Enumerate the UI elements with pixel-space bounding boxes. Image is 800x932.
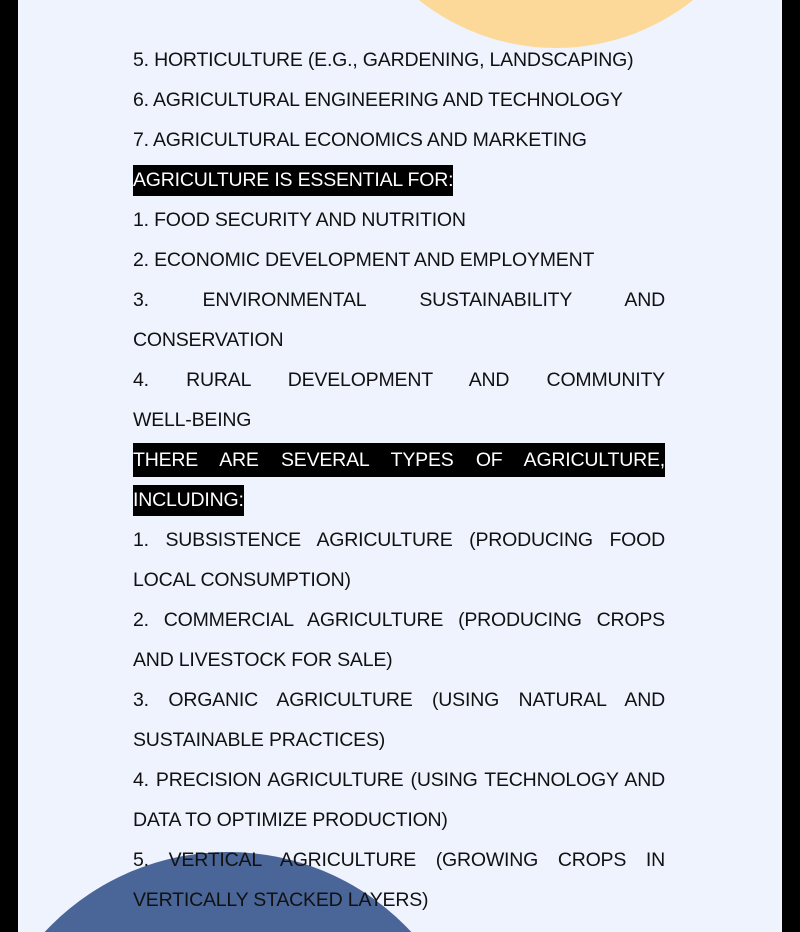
list-item-continuation: WELL-BEING [133, 409, 252, 431]
list-item: 2. COMMERCIAL AGRICULTURE (PRODUCING CROPS [133, 609, 665, 631]
section-heading: THERE ARE SEVERAL TYPES OF AGRICULTURE, [133, 443, 665, 477]
list-item-continuation: LOCAL CONSUMPTION) [133, 569, 351, 591]
list-item: 2. ECONOMIC DEVELOPMENT AND EMPLOYMENT [133, 249, 595, 271]
document-page [18, 0, 782, 932]
list-item-continuation: VERTICALLY STACKED LAYERS) [133, 889, 429, 911]
list-item: 7. AGRICULTURAL ECONOMICS AND MARKETING [133, 129, 587, 151]
list-item-continuation: SUSTAINABLE PRACTICES) [133, 729, 386, 751]
highlighted-text: INCLUDING: [133, 485, 244, 516]
section-heading [133, 160, 665, 200]
section-heading-continuation [133, 480, 665, 520]
list-item: 3. ORGANIC AGRICULTURE (USING NATURAL AND [133, 689, 665, 711]
list-item: 5. VERTICAL AGRICULTURE (GROWING CROPS IN [133, 849, 665, 871]
list-item-continuation: AND LIVESTOCK FOR SALE) [133, 649, 393, 671]
list-item: 6. AGRICULTURAL ENGINEERING AND TECHNOLOGY [133, 89, 623, 111]
list-item: 4. PRECISION AGRICULTURE (USING TECHNOLOGY AND [133, 769, 665, 791]
list-item: 1. FOOD SECURITY AND NUTRITION [133, 209, 466, 231]
highlighted-text: AGRICULTURE IS ESSENTIAL FOR: [133, 165, 453, 196]
list-item-continuation: DATA TO OPTIMIZE PRODUCTION) [133, 809, 448, 831]
list-item: 5. HORTICULTURE (E.G., GARDENING, LANDSCAPING) [133, 49, 634, 71]
list-item: 1. SUBSISTENCE AGRICULTURE (PRODUCING FOOD [133, 529, 665, 551]
list-item: 4. RURAL DEVELOPMENT AND COMMUNITY [133, 369, 665, 391]
document-text [133, 40, 665, 920]
list-item-continuation: CONSERVATION [133, 329, 284, 351]
list-item: 3. ENVIRONMENTAL SUSTAINABILITY AND [133, 289, 665, 311]
